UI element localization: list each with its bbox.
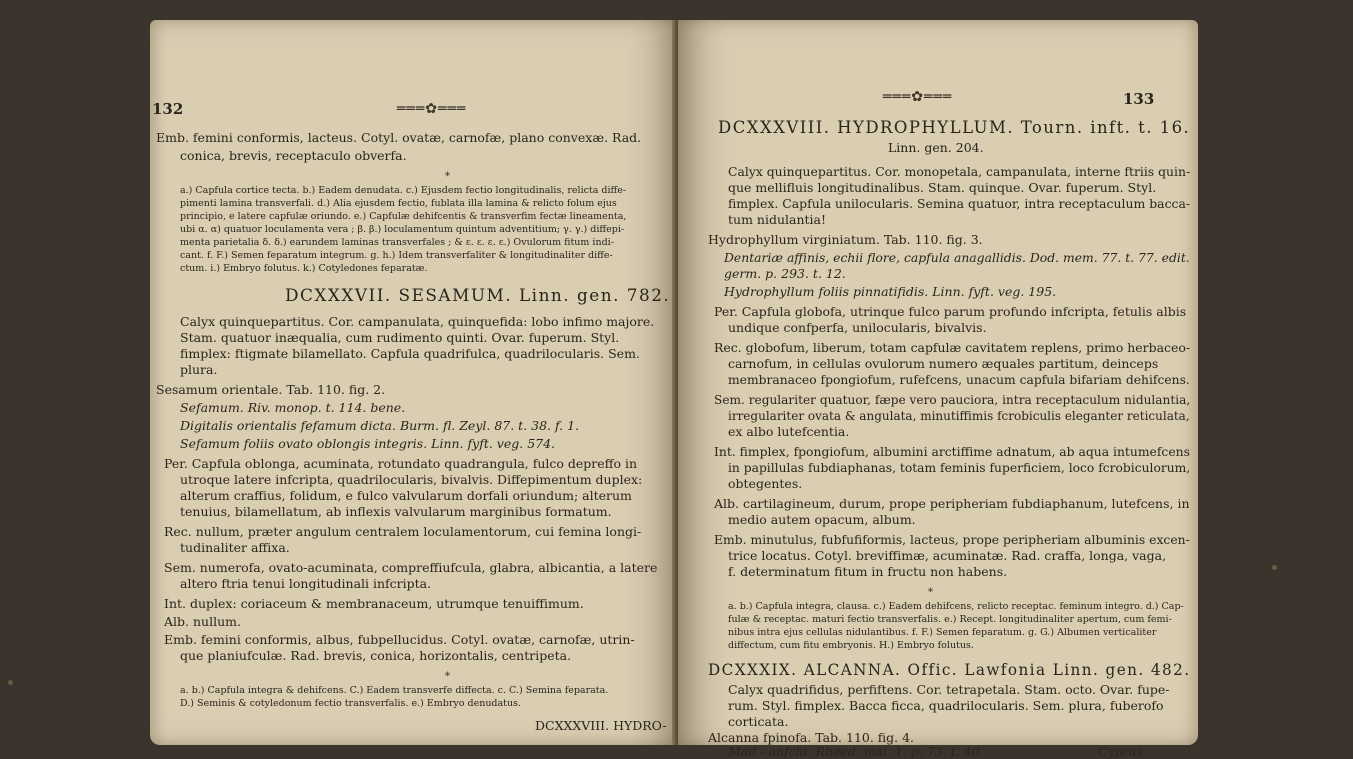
synonym-line: Sefamum. Riv. monop. t. 114. bene. — [180, 400, 406, 415]
separator-star: * — [928, 587, 933, 598]
text-line: Sem. regulariter quatuor, fæpe vero pauciora, intra receptaculum nidulantia, — [714, 392, 1191, 407]
text-line: alterum craffius, folidum, e fulco valvularum dorfali oriundum; alterum — [180, 488, 632, 503]
species-line: Hydrophyllum virginiatum. Tab. 110. fig. 3. — [708, 232, 983, 247]
text-line: Int. fimplex, fpongiofum, albumini arctiffime adnatum, ab aqua intumefcens — [714, 444, 1190, 459]
text-line: fimplex. Capfula unilocularis. Semina quatuor, intra receptaculum bacca- — [728, 196, 1191, 211]
text-line: obtegentes. — [728, 476, 803, 491]
text-line: trice locatus. Cotyl. breviffimæ, acuminatæ. Rad. craffa, longa, vaga, — [728, 548, 1167, 563]
text-line: Calyx quinquepartitus. Cor. campanulata, quinquefida: lobo infimo majore. — [180, 314, 655, 329]
text-line: Int. duplex: coriaceum & membranaceum, utrumque tenuiffimum. — [164, 596, 584, 611]
header-ornament: ═══✿═══ — [883, 89, 953, 105]
text-line: Per. Capfula globofa, utrinque fulco parum profundo infcripta, fetulis albis — [714, 304, 1187, 319]
page-mark — [8, 680, 13, 685]
note-line: pimenti lamina transverfali. d.) Alia ejusdem fectio, fublata illa lamina & relicto folum ejus — [180, 198, 617, 209]
text-line: Rec. nullum, præter angulum centralem loculamentorum, cui femina longi- — [164, 524, 642, 539]
page-number: 132 — [152, 100, 184, 118]
text-line: altero ftria tenui longitudinali infcripta. — [180, 576, 432, 591]
text-line: fimplex: ftigmate bilamellato. Capfula quadrifulca, quadrilocularis. Sem. — [180, 346, 640, 361]
text-line: tenuius, bilamellatum, ab inflexis valvularum marginibus formatum. — [180, 504, 612, 519]
genus-heading: DCXXXVIII. HYDROPHYLLUM. Tourn. inft. t. 16. — [718, 118, 1191, 138]
synonym-line: germ. p. 293. t. 12. — [724, 266, 846, 281]
genus-heading: DCXXXVII. SESAMUM. Linn. gen. 782. — [285, 286, 671, 306]
text-line: Emb. femini conformis, albus, fubpellucidus. Cotyl. ovatæ, carnofæ, utrin- — [164, 632, 635, 647]
note-line: ctum. i.) Embryo folutus. k.) Cotyledones feparatæ. — [180, 263, 428, 274]
text-line: in papillulas fubdiaphanas, totam feminis fuperficiem, loco fcrobiculorum, — [728, 460, 1191, 475]
text-line: carnofum, in cellulas ovulorum numero æquales partitum, deinceps — [728, 356, 1159, 371]
text-line: irregulariter ovata & angulata, minutiffimis fcrobiculis eleganter reticulata, — [728, 408, 1190, 423]
note-line: cant. f. F.) Semen feparatum integrum. g. h.) Idem transverfaliter & longitudinaliter diffe- — [180, 250, 613, 261]
note-line: a. b.) Capfula integra, clausa. c.) Eadem dehifcens, relicto receptac. feminum integro. d.) Cap- — [728, 601, 1184, 612]
left-page — [150, 20, 678, 745]
text-line: conica, brevis, receptaculo obverfa. — [180, 148, 407, 163]
header-ornament: ═══✿═══ — [397, 101, 467, 117]
text-line: undique confperfa, unilocularis, bivalvis. — [728, 320, 987, 335]
catchword: DCXXXVIII. HYDRO- — [535, 718, 667, 733]
note-line: a.) Capfula cortice tecta. b.) Eadem denudata. c.) Ejusdem fectio longitudinalis, relicta diffe- — [180, 185, 627, 196]
text-line: ex albo lutefcentia. — [728, 424, 850, 439]
synonym-line: Sefamum foliis ovato oblongis integris. Linn. fyft. veg. 574. — [180, 436, 556, 451]
text-line: Emb. femini conformis, lacteus. Cotyl. ovatæ, carnofæ, plano convexæ. Rad. — [156, 130, 642, 145]
text-line: Stam. quatuor inæqualia, cum rudimento quinti. Ovar. fuperum. Styl. — [180, 330, 620, 345]
text-line: utroque latere infcripta, quadrilocularis, bivalvis. Diffepimentum duplex: — [180, 472, 643, 487]
text-line: Rec. globofum, liberum, totam capfulæ cavitatem replens, primo herbaceo- — [714, 340, 1191, 355]
page-number: 133 — [1123, 90, 1155, 108]
text-line: Sem. numerofa, ovato-acuminata, compreffiufcula, glabra, albicantia, a latere — [164, 560, 658, 575]
text-line: Alb. cartilagineum, durum, prope peripheriam fubdiaphanum, lutefcens, in — [714, 496, 1190, 511]
separator-star: * — [445, 171, 450, 182]
text-line: rum. Styl. fimplex. Bacca ficca, quadrilocularis. Sem. plura, fuberofo — [728, 698, 1164, 713]
synonym-line: Digitalis orientalis fefamum dicta. Burm. fl. Zeyl. 87. t. 38. f. 1. — [180, 418, 580, 433]
text-line: Calyx quadrifidus, perfiftens. Cor. tetrapetala. Stam. octo. Ovar. fupe- — [728, 682, 1170, 697]
text-line: Linn. gen. 204. — [888, 140, 984, 155]
genus-heading: DCXXXIX. ALCANNA. Offic. Lawfonia Linn. gen. 482. — [708, 660, 1191, 679]
separator-star: * — [445, 671, 450, 682]
synonym-line: Hydrophyllum foliis pinnatifidis. Linn. fyft. veg. 195. — [724, 284, 1057, 299]
page-mark — [1272, 565, 1277, 570]
text-line: que mellifluis longitudinalibus. Stam. quinque. Ovar. fuperum. Styl. — [728, 180, 1157, 195]
note-line: D.) Seminis & cotyledonum fectio transverfalis. e.) Embryo denudatus. — [180, 698, 522, 709]
species-line: Sesamum orientale. Tab. 110. fig. 2. — [156, 382, 386, 397]
note-line: nibus intra ejus cellulas nidulantibus. f. F.) Semen feparatum. g. G.) Albumen verticaliter — [728, 627, 1157, 638]
text-line: medio autem opacum, album. — [728, 512, 916, 527]
note-line: a. b.) Capfula integra & dehifcens. C.) Eadem transverfe diffecta. c. C.) Semina feparata. — [180, 685, 609, 696]
text-line: membranaceo fpongiofum, rufefcens, unacum capfula bifariam dehifcens. — [728, 372, 1190, 387]
text-line: tudinaliter affixa. — [180, 540, 290, 555]
synonym-line: Mail - anfchi. Rheed. mal. 1. p. 73. t. 40. — [728, 744, 984, 759]
text-line: Alb. nullum. — [164, 614, 241, 629]
species-line: Alcanna fpinofa. Tab. 110. fig. 4. — [708, 730, 915, 745]
text-line: plura. — [180, 362, 218, 377]
text-line: que planiufculæ. Rad. brevis, conica, horizontalis, centripeta. — [180, 648, 572, 663]
synonym-line: Dentariæ affinis, echii flore, capfula anagallidis. Dod. mem. 77. t. 77. edit. — [724, 250, 1190, 265]
text-line: corticata. — [728, 714, 789, 729]
note-line: principio, e latere capfulæ oriundo. e.) Capfulæ dehifcentis & transverfim fectæ lineamenta, — [180, 211, 627, 222]
catchword: Cyprus — [1098, 744, 1144, 759]
text-line: Per. Capfula oblonga, acuminata, rotundato quadrangula, fulco depreffo in — [164, 456, 638, 471]
text-line: Calyx quinquepartitus. Cor. monopetala, campanulata, interne ftriis quin- — [728, 164, 1191, 179]
note-line: diffectum, cum fitu embryonis. H.) Embryo folutus. — [728, 640, 974, 651]
note-line: ubi α. α) quatuor loculamenta vera ; β. β.) loculamentum quintum adventitium; γ. γ.) diffepi- — [180, 224, 625, 235]
note-line: fulæ & receptac. maturi fectio transverfalis. e.) Recept. longitudinaliter apertum, cum femi- — [728, 614, 1172, 625]
right-page — [678, 20, 1198, 759]
text-line: Emb. minutulus, fubfufiformis, lacteus, prope peripheriam albuminis excen- — [714, 532, 1190, 547]
text-line: tum nidulantia! — [728, 212, 826, 227]
text-line: f. determinatum fitum in fructu non habens. — [728, 564, 1008, 579]
note-line: menta parietalia δ. δ.) earundem laminas transverfales ; & ε. ε. ε. ε.) Ovulorum fitum indi- — [180, 237, 614, 248]
